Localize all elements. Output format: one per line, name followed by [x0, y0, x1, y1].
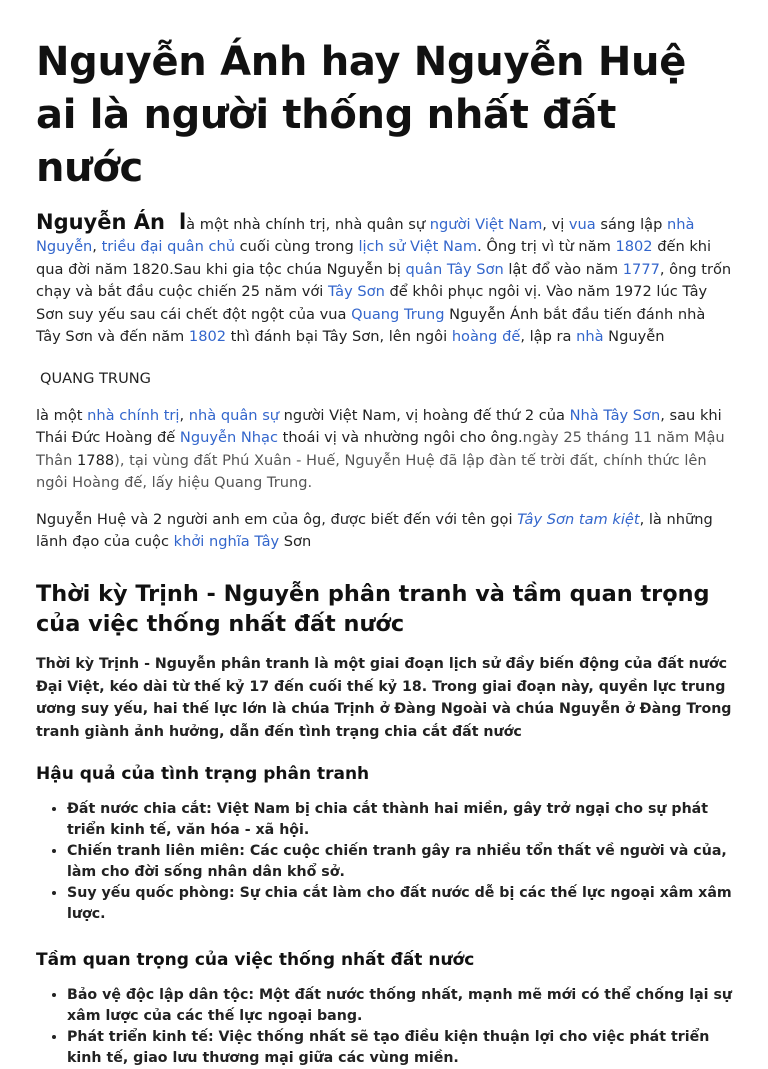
intro-text-10: để khôi phục ngôi vị. Vào năm 1972 lúc Tây Sơn suy yếu sau cái chết đột ngột của vua: [36, 283, 708, 323]
intro-text-13: , lập ra: [520, 328, 577, 346]
link-nguoi-viet-nam[interactable]: người Việt Nam: [429, 216, 543, 233]
list-item: • Chiến tranh liên miên: Các cuộc chiến tranh gây ra nhiều tổn thất về người và của, làm cho đời sống nhân dân khổ sở.: [67, 841, 734, 883]
link-hoang-de[interactable]: hoàng đế: [451, 328, 521, 346]
consequences-list: [36, 799, 734, 925]
link-nguyen-nhac[interactable]: Nguyễn Nhạc: [179, 429, 278, 447]
link-nha-nguyen[interactable]: nhà Nguyễn: [36, 216, 695, 256]
intro-text-14: Nguyễn: [603, 328, 665, 346]
link-lich-su-viet-nam[interactable]: lịch sử Việt Nam: [358, 238, 478, 256]
intro-l-letter: l: [178, 210, 187, 234]
intro-text-7: đến khi qua đời năm 1820.Sau khi gia tộc chúa Nguyễn bị: [36, 238, 712, 278]
qt-gray-2: ), tại vùng đất Phú Xuân - Huế, Nguyễn Huệ đã lập đàn tế trời đất, chính thức lên ngôi Hoàng đế, lấy hiệu Quang Trung.: [36, 451, 707, 492]
link-1802[interactable]: 1802: [615, 238, 653, 256]
section-paragraph: Thời kỳ Trịnh - Nguyễn phân tranh là một giai đoạn lịch sử đầy biến động của đất nước Đại Việt, kéo dài từ thế kỷ 17 đến cuối thế kỷ 18. Trong giai đoạn này, quyền lực trung ương suy yếu, hai thế lực lớn là chúa Trịnh ở Đàng Ngoài và chúa Nguyễn ở Đàng Trong tranh giành ảnh hưởng, dẫn đến tình trạng chia cắt đất nước: [36, 656, 732, 740]
nh-text-1: Nguyễn Huệ và 2 người anh em của ôg, được biết đến với tên gọi: [36, 510, 518, 528]
intro-text-5: cuối cùng trong: [235, 238, 359, 256]
list-item: • Phát triển kinh tế: Việc thống nhất sẽ tạo điều kiện thuận lợi cho việc phát triển kinh tế, giao lưu thương mại giữa các vùng miền.: [67, 1027, 734, 1069]
nh-text-2: , là những lãnh đạo của cuộc: [36, 510, 713, 551]
intro-text-3: sáng lập: [595, 216, 667, 233]
intro-text-8: lật đổ vào năm: [503, 260, 623, 278]
importance-list: [36, 985, 734, 1069]
list-item: • Suy yếu quốc phòng: Sự chia cắt làm cho đất nước dễ bị các thế lực ngoại xâm xâm lược.: [67, 883, 734, 925]
list-item: • Bảo vệ độc lập dân tộc: Một đất nước thống nhất, mạnh mẽ mới có thể chống lại sự xâm lược của các thế lực ngoại bang.: [67, 985, 734, 1027]
link-khoi-nghia-tay-son[interactable]: khởi nghĩa Tây: [173, 533, 280, 551]
link-quang-trung[interactable]: Quang Trung: [351, 305, 445, 323]
intro-paragraph: [36, 211, 734, 348]
list-item: • Đất nước chia cắt: Việt Nam bị chia cắt thành hai miền, gây trở ngại cho sự phát triển kinh tế, văn hóa - xã hội.: [67, 799, 734, 841]
qt-text-3: người Việt Nam, vị hoàng đế thứ 2 của: [279, 407, 570, 425]
nguyen-hue-paragraph: [36, 509, 734, 554]
link-tay-son-tam-kiet[interactable]: Tây Sơn tam kiệt: [517, 510, 640, 528]
link-nha[interactable]: nhà: [576, 328, 604, 346]
intro-text-1: à một nhà chính trị, nhà quân sự: [186, 216, 430, 233]
section-heading: Thời kỳ Trịnh - Nguyễn phân tranh và tầm quan trọng của việc thống nhất đất nước: [36, 581, 710, 638]
intro-text-4: ,: [92, 238, 102, 256]
link-trieu-dai-quan-chu[interactable]: triều đại quân chủ: [101, 238, 235, 256]
intro-text-2: , vị: [542, 216, 569, 233]
link-tay-son[interactable]: Tây Sơn: [327, 283, 385, 301]
consequences-heading: Hậu quả của tình trạng phân tranh: [36, 764, 370, 785]
link-vua[interactable]: vua: [568, 216, 596, 233]
qt-text-1: là một: [36, 407, 88, 425]
link-1802-b[interactable]: 1802: [188, 328, 227, 346]
intro-text-9: , ông trốn chạy và bắt đầu cuộc chiến 25 năm với: [36, 260, 732, 301]
qt-text-6: 1788: [77, 451, 115, 469]
page-title: Nguyễn Ánh hay Nguyễn Huệ ai là người thống nhất đất nước: [36, 39, 687, 191]
intro-text-6: . Ông trị vì từ năm: [477, 238, 616, 256]
nh-text-3: Sơn: [279, 533, 312, 551]
qt-text-2: ,: [179, 407, 189, 425]
link-nha-tay-son[interactable]: Nhà Tây Sơn: [569, 407, 661, 425]
qt-text-5: thoái vị và nhường ngôi cho ông.: [277, 429, 523, 447]
link-1777[interactable]: 1777: [622, 260, 660, 278]
intro-name: Nguyễn Án: [36, 210, 165, 234]
intro-text-11: Nguyễn Ánh bắt đầu tiến đánh nhà Tây Sơn và đến năm: [36, 305, 706, 346]
quang-trung-paragraph: [36, 405, 734, 495]
link-nha-quan-su[interactable]: nhà quân sự: [188, 407, 280, 425]
intro-text-12: thì đánh bại Tây Sơn, lên ngôi: [226, 328, 452, 346]
link-nha-chinh-tri[interactable]: nhà chính trị: [87, 407, 180, 425]
qt-text-4: , sau khi Thái Đức Hoàng đế: [36, 407, 722, 447]
qt-gray-1: ngày 25 tháng 11 năm Mậu Thân: [36, 429, 725, 469]
importance-heading: Tầm quan trọng của việc thống nhất đất nước: [36, 950, 475, 971]
quang-trung-label: QUANG TRUNG: [40, 370, 151, 388]
link-quan-tay-son[interactable]: quân Tây Sơn: [405, 260, 504, 278]
